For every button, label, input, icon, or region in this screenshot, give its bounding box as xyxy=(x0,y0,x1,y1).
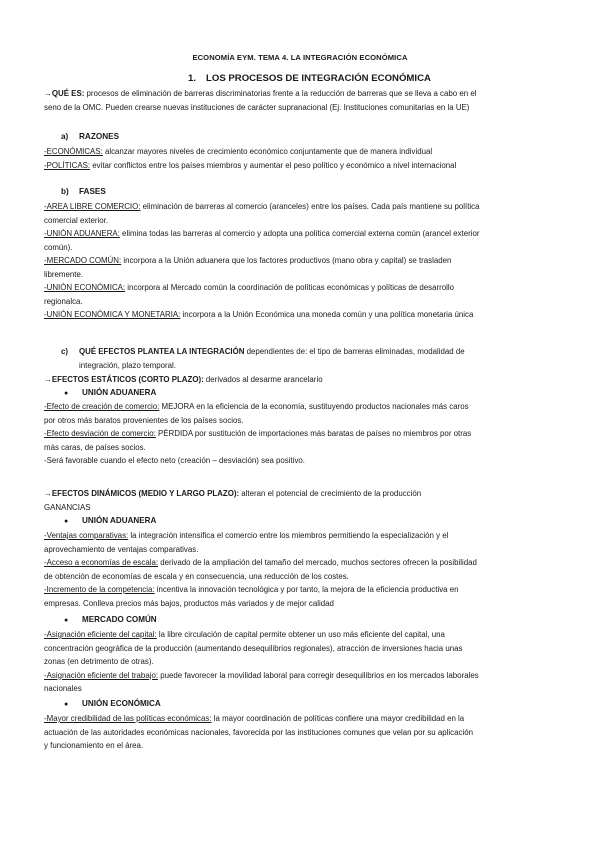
bullet-union-economica-label: UNIÓN ECONÓMICA xyxy=(82,699,161,708)
bullet-heading-union-aduanera xyxy=(64,388,156,397)
trabajo-line-1: puede favorecer la movilidad laboral para corregir desequilibrios en los mercados laborales xyxy=(158,670,479,680)
capital-line-3: zonas (en detrimento de otras). xyxy=(44,657,154,666)
mercado-comun-dinamicos xyxy=(44,628,564,696)
credibilidad-line-3: y funcionamiento en el área. xyxy=(44,741,144,750)
escala-label: -Acceso a economías de escala: xyxy=(44,558,159,567)
efectos-line-2: integración, plazo temporal. xyxy=(79,360,176,370)
estaticos-text: derivados al desarme arancelario xyxy=(203,375,323,384)
razones-title: RAZONES xyxy=(79,132,120,141)
capital-line-1: la libre circulación de capital permite obtener un uso más eficiente del capital, una xyxy=(156,630,445,639)
fase-mercado-comun-label: -MERCADO COMÚN: xyxy=(44,256,122,265)
competencia-label: -Incremento de la competencia: xyxy=(44,585,155,594)
efectos-estaticos-block xyxy=(44,373,564,387)
fase-union-economica-label: -UNIÓN ECONÓMICA: xyxy=(44,283,126,292)
trabajo-line-2: nacionales xyxy=(44,684,82,693)
competencia-line-2: empresas. Conlleva precios más bajos, productos más variados y de mejor calidad xyxy=(44,598,334,608)
razones-economicas-text: alcanzar mayores niveles de crecimiento económico conjuntamente que de manera individual xyxy=(102,147,433,156)
bullet-icon: ● xyxy=(64,390,69,397)
escala-line-2: de obtención de economías de escala y en consecuencia, una reducción de los costes. xyxy=(44,571,349,581)
efectos-heading xyxy=(61,345,551,372)
section-1-number: 1. xyxy=(188,73,197,84)
razones-politicas-text: evitar conflictos entre los países miembros y aumentar el peso político y económico a nivel internacional xyxy=(90,160,457,170)
desviacion-label: -Efecto desviación de comercio: xyxy=(44,429,156,438)
efectos-title: QUÉ EFECTOS PLANTEA LA INTEGRACIÓN xyxy=(79,347,245,356)
ventajas-line-1: la integración intensifica el comercio entre los miembros permitiendo la especialización y el xyxy=(128,531,449,540)
bullet-icon: ● xyxy=(64,617,69,624)
bullet-union-aduanera-label: UNIÓN ADUANERA xyxy=(82,388,157,397)
razones-heading xyxy=(61,132,119,141)
que-es-line-2: seno de la OMC. Pueden crearse nuevas instituciones de carácter supranacional (Ej. Instituciones comunitarias en la UE) xyxy=(44,102,470,112)
trabajo-label: -Asignación eficiente del trabajo: xyxy=(44,670,159,680)
razones-paragraph xyxy=(44,145,564,172)
fase-uem-text: incorpora a la Unión Económica una moneda común y una política monetaria única xyxy=(180,310,474,319)
fase-union-economica-line-2: regionalca. xyxy=(44,296,83,306)
dinamicos-text: alteran el potencial de crecimiento de la producción xyxy=(239,489,422,498)
union-economica-dinamicos xyxy=(44,712,564,753)
desviacion-line-1: PÉRDIDA por sustitución de importaciones más baratas de países no miembros por otras xyxy=(155,429,472,438)
ventajas-line-2: aprovechamiento de ventajas comparativas. xyxy=(44,544,199,554)
favorable-note: -Será favorable cuando el efecto neto (creación – desviación) sea positivo. xyxy=(44,456,305,465)
bullet-union-aduanera-2-label: UNIÓN ADUANERA xyxy=(82,516,157,525)
creacion-line-2: por otros más baratos provenientes de los países socios. xyxy=(44,415,244,425)
capital-label: -Asignación eficiente del capital: xyxy=(44,630,157,639)
fases-title: FASES xyxy=(79,187,106,196)
document-title: ECONOMÍA EYM. TEMA 4. LA INTEGRACIÓN ECONÓMICA xyxy=(192,53,408,62)
bullet-icon: ● xyxy=(64,518,69,525)
efectos-letter: c) xyxy=(61,347,69,356)
bullet-mercado-comun-label: MERCADO COMÚN xyxy=(82,615,157,624)
razones-politicas-label: -POLÍTICAS: xyxy=(44,160,91,170)
credibilidad-label: -Mayor credibilidad de las políticas económicas: xyxy=(44,714,212,723)
estaticos-label: →EFECTOS ESTÁTICOS (CORTO PLAZO): xyxy=(44,375,204,384)
fase-union-aduanera-text: elimina todas las barreras al comercio y adopta una política comercial externa común (arancel exterior xyxy=(119,229,480,238)
que-es-label: →QUÉ ES: xyxy=(44,89,85,98)
credibilidad-line-2: actuación de las autoridades económicas nacionales, favorecida por las instituciones comunes que velan por su aplicación xyxy=(44,727,473,737)
creacion-line-1: MEJORA en la eficiencia de la economía, sustituyendo productos nacionales más caros xyxy=(159,402,469,411)
fase-mercado-comun-text: incorpora a la Unión aduanera que los factores productivos (mano obra y capital) se trasladen xyxy=(121,256,452,265)
fase-union-aduanera-line-2: común). xyxy=(44,242,73,252)
razones-economicas-label: -ECONÓMICAS: xyxy=(44,147,103,156)
efectos-dinamicos-block xyxy=(44,487,564,514)
creacion-label: -Efecto de creación de comercio: xyxy=(44,402,160,411)
fase-mercado-comun-line-2: libremente. xyxy=(44,269,84,279)
section-1-heading xyxy=(188,73,431,84)
fases-list xyxy=(44,200,564,322)
fase-union-aduanera-label: -UNIÓN ADUANERA: xyxy=(44,229,120,238)
capital-line-2: concentración geográfica de la producción (aumentando desequilibrios regionales), atracción de inversiones hacia unas xyxy=(44,643,463,653)
que-es-paragraph xyxy=(44,87,564,114)
bullet-heading-union-aduanera-2 xyxy=(64,516,156,525)
fases-heading xyxy=(61,187,106,196)
credibilidad-line-1: la mayor coordinación de políticas confiere una mayor credibilidad en la xyxy=(211,714,465,723)
bullet-heading-union-economica xyxy=(64,699,161,708)
fase-area-libre-label: -AREA LIBRE COMERCIO: xyxy=(44,202,141,211)
escala-line-1: derivado de la ampliación del tamaño del mercado, muchos sectores ofrecen la posibilidad xyxy=(158,558,477,567)
fase-area-libre-line-2: comercial exterior. xyxy=(44,215,109,225)
union-aduanera-dinamicos xyxy=(44,529,564,610)
fase-union-economica-text: incorpora al Mercado común la coordinación de políticas económicas y políticas de desarrollo xyxy=(125,283,455,292)
section-1-title: LOS PROCESOS DE INTEGRACIÓN ECONÓMICA xyxy=(206,73,431,84)
fase-item-line xyxy=(44,200,564,214)
fase-uem-label: -UNIÓN ECONÓMICA Y MONETARIA: xyxy=(44,310,181,319)
bullet-icon: ● xyxy=(64,701,69,708)
bullet-heading-mercado-comun xyxy=(64,615,157,624)
fases-letter: b) xyxy=(61,187,69,196)
fase-area-libre-text: eliminación de barreras al comercio (aranceles) entre los países. Cada país mantiene su política xyxy=(140,202,480,211)
dinamicos-label: →EFECTOS DINÁMICOS (MEDIO Y LARGO PLAZO): xyxy=(44,489,240,498)
desviacion-line-2: más caras, de países socios. xyxy=(44,442,146,452)
razones-letter: a) xyxy=(61,132,69,141)
ganancias-label: GANANCIAS xyxy=(44,502,91,512)
estaticos-detail xyxy=(44,400,564,468)
ventajas-label: -Ventajas comparativas: xyxy=(44,531,129,540)
efectos-title-rest: dependientes de: el tipo de barreras eliminadas, modalidad de xyxy=(244,347,465,356)
competencia-line-1: incentiva la innovación tecnológica y por tanto, la mejora de la eficiencia productiva en xyxy=(154,585,459,594)
que-es-line-1: procesos de eliminación de barreras discriminatorias frente a la reducción de barreras que se lleva a cabo en el xyxy=(84,89,477,98)
